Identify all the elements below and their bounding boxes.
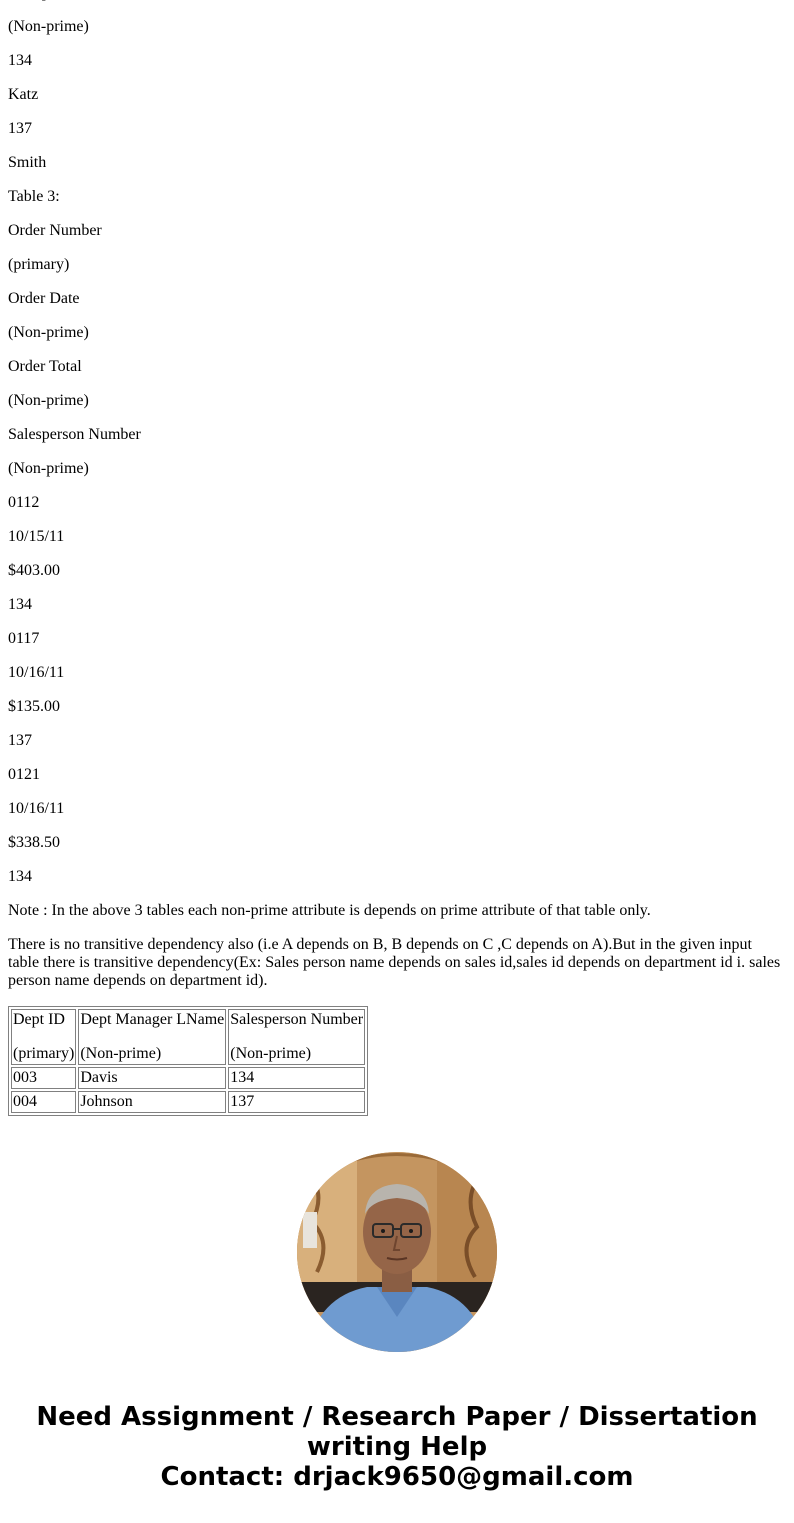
table3-cell: $135.00	[8, 698, 60, 715]
table-row	[11, 1067, 365, 1089]
header-name: Salesperson Number	[230, 1011, 364, 1028]
table-header-row	[11, 1009, 365, 1065]
dept-table	[8, 1006, 368, 1116]
table3-cell: 134	[8, 596, 32, 613]
header-cell	[11, 1009, 76, 1065]
table-cell: Davis	[78, 1067, 226, 1089]
table-cell: 003	[11, 1067, 76, 1089]
table2-line: Katz	[8, 86, 39, 103]
avatar-portrait	[297, 1152, 497, 1352]
header-cell	[78, 1009, 226, 1065]
promo-section	[0, 1152, 794, 1492]
document-body	[8, 0, 786, 1116]
table3-header: Order Date	[8, 290, 80, 307]
promo-line: Need Assignment / Research Paper / Dissertation	[36, 1402, 758, 1432]
table3-cell: 10/16/11	[8, 800, 65, 817]
table3-header: Salesperson Number	[8, 426, 141, 443]
avatar	[297, 1152, 497, 1352]
table-cell: 004	[11, 1091, 76, 1113]
table3-header: (Non-prime)	[8, 460, 89, 477]
table2-line: 137	[8, 120, 32, 137]
header-kind: (Non-prime)	[230, 1045, 312, 1062]
table3-cell: $403.00	[8, 562, 60, 579]
header-kind: (primary)	[13, 1045, 75, 1062]
promo-line: writing Help	[306, 1432, 488, 1462]
table3-cell: 0117	[8, 630, 40, 647]
note-paragraph: Note : In the above 3 tables each non-prime attribute is depends on prime attribute of that table only.	[8, 902, 651, 919]
table3-label: Table 3:	[8, 188, 60, 205]
table-cell: 134	[228, 1067, 365, 1089]
table-cell: 137	[228, 1091, 365, 1113]
header-name: Dept Manager LName	[80, 1011, 225, 1028]
table3-header: Order Number	[8, 222, 102, 239]
table3-cell: 134	[8, 868, 32, 885]
header-kind: (Non-prime)	[80, 1045, 162, 1062]
table3-cell: 10/15/11	[8, 528, 65, 545]
partial-heading	[8, 0, 786, 2]
promo-text	[0, 1402, 794, 1492]
table3-cell: $338.50	[8, 834, 60, 851]
table3-header: (Non-prime)	[8, 392, 89, 409]
table3-cell: 0121	[8, 766, 40, 783]
table3-header: (primary)	[8, 256, 70, 273]
header-cell	[228, 1009, 365, 1065]
table-cell: Johnson	[78, 1091, 226, 1113]
transitive-paragraph: There is no transitive dependency also (i.e A depends on B, B depends on C ,C depends on A).But in the given input table there is transitive dependency(Ex: Sales person name depends on sales id,sales id depends on department id i. sales person name depends on department id).	[8, 936, 781, 989]
promo-contact: Contact: drjack9650@gmail.com	[160, 1462, 634, 1492]
table3-cell: 137	[8, 732, 32, 749]
table3-cell: 0112	[8, 494, 40, 511]
table3-cell: 10/16/11	[8, 664, 65, 681]
table3-header: (Non-prime)	[8, 324, 89, 341]
table2-line: (Non-prime)	[8, 18, 89, 35]
table-row	[11, 1091, 365, 1113]
header-name: Dept ID	[13, 1011, 65, 1028]
table2-line: 134	[8, 52, 32, 69]
table3-header: Order Total	[8, 358, 82, 375]
table2-line: Smith	[8, 154, 47, 171]
